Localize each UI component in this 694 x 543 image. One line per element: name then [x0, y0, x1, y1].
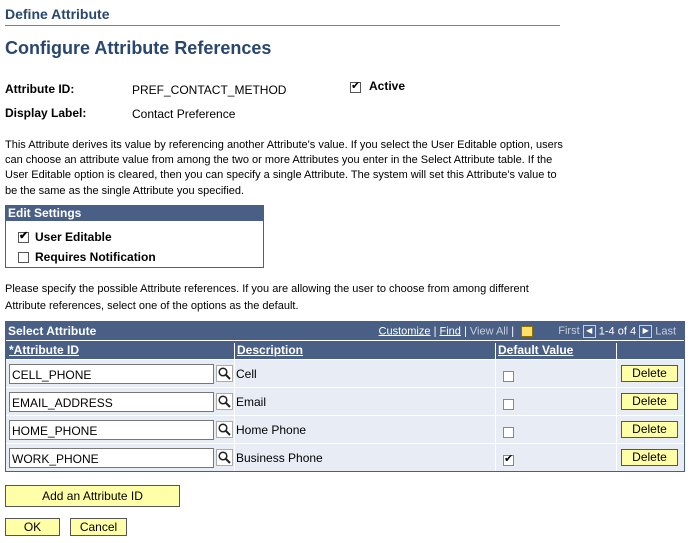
description-line: User Editable option is cleared, then you can specify a single Attribute. The system will set this Attribute's value to — [5, 169, 557, 181]
description-line: can choose an attribute value from among the two or more Attributes you enter in the Select Attribute table. If the — [5, 154, 553, 166]
grid-title: Select Attribute — [8, 324, 97, 338]
grid-icon[interactable] — [521, 326, 533, 337]
display-label-label: Display Label: — [5, 106, 87, 120]
default-value-checkbox-box[interactable] — [503, 427, 514, 438]
edit-settings-group — [5, 205, 264, 268]
user-editable-option[interactable] — [18, 230, 112, 244]
delete-button[interactable]: Delete — [621, 421, 678, 438]
default-value-checkbox[interactable] — [503, 368, 514, 386]
column-divider — [495, 388, 496, 415]
instructions-line: Attribute references, select one of the options as the default. — [5, 300, 299, 312]
title-divider — [5, 25, 560, 26]
check-icon: ✔ — [504, 453, 514, 466]
page-title: Define Attribute — [5, 6, 110, 22]
delete-button[interactable]: Delete — [621, 393, 678, 410]
col-header-attribute-id[interactable]: *Attribute ID — [9, 343, 79, 357]
search-icon[interactable] — [216, 449, 233, 466]
column-divider — [616, 388, 617, 415]
description-cell: Cell — [236, 367, 257, 381]
attribute-id-label: Attribute ID: — [5, 82, 75, 96]
search-icon[interactable] — [216, 365, 233, 382]
nav-separator: | — [433, 325, 437, 338]
attribute-id-input[interactable]: WORK_PHONE — [9, 448, 214, 468]
default-value-checkbox-box[interactable] — [503, 399, 514, 410]
find-link[interactable]: Find — [439, 325, 461, 338]
col-header-description[interactable]: Description — [237, 343, 304, 357]
default-value-checkbox-box[interactable] — [503, 455, 514, 466]
check-icon: ✔ — [19, 230, 29, 243]
requires-notification-checkbox[interactable] — [18, 252, 29, 263]
attribute-id-value: PREF_CONTACT_METHOD — [132, 83, 287, 97]
column-divider — [616, 416, 617, 443]
column-divider — [234, 416, 235, 443]
col-header-default-value[interactable]: Default Value — [498, 343, 574, 357]
description-cell: Business Phone — [236, 451, 323, 465]
search-icon[interactable] — [216, 421, 233, 438]
add-attribute-button[interactable]: Add an Attribute ID — [5, 485, 180, 507]
active-label: Active — [369, 79, 406, 93]
default-value-checkbox[interactable] — [503, 396, 514, 414]
user-editable-checkbox[interactable] — [18, 232, 29, 243]
grid-column-headers — [6, 340, 684, 359]
page-header: Configure Attribute References — [5, 38, 272, 58]
user-editable-label: User Editable — [35, 230, 112, 244]
last-link: Last — [655, 325, 676, 338]
table-row — [6, 415, 684, 443]
description-cell: Home Phone — [236, 423, 307, 437]
chevron-right-icon: ▶ — [639, 325, 652, 338]
column-divider — [495, 360, 496, 387]
grid-navigation — [379, 325, 676, 338]
check-icon: ✔ — [351, 80, 361, 93]
default-value-checkbox[interactable] — [503, 452, 514, 470]
requires-notification-option[interactable] — [18, 250, 156, 264]
active-checkbox[interactable] — [350, 79, 361, 97]
column-divider — [495, 416, 496, 443]
nav-separator: | — [511, 325, 515, 338]
ok-button[interactable]: OK — [5, 518, 60, 536]
table-row — [6, 359, 684, 387]
default-value-checkbox[interactable] — [503, 424, 514, 442]
attribute-id-input[interactable]: CELL_PHONE — [9, 364, 214, 384]
table-row — [6, 387, 684, 415]
instructions-line: Please specify the possible Attribute references. If you are allowing the user to choose from among different — [5, 283, 529, 295]
column-divider — [616, 444, 617, 471]
select-attribute-grid — [5, 321, 685, 472]
search-icon[interactable] — [216, 393, 233, 410]
customize-link[interactable]: Customize — [378, 325, 431, 338]
edit-settings-title: Edit Settings — [6, 206, 263, 221]
view-all-link: View All — [469, 325, 509, 338]
requires-notification-label: Requires Notification — [35, 250, 156, 264]
row-range: 1-4 of 4 — [598, 325, 637, 338]
column-divider — [234, 388, 235, 415]
display-label-value: Contact Preference — [132, 107, 236, 121]
attribute-id-input[interactable]: EMAIL_ADDRESS — [9, 392, 214, 412]
description-line: be the same as the single Attribute you specified. — [5, 185, 245, 197]
chevron-left-icon: ◀ — [583, 325, 596, 338]
column-divider — [495, 444, 496, 471]
attribute-id-input[interactable]: HOME_PHONE — [9, 420, 214, 440]
default-value-checkbox-box[interactable] — [503, 371, 514, 382]
description-line: This Attribute derives its value by referencing another Attribute's value. If you select the User Editable option, users — [5, 139, 563, 151]
nav-separator: | — [463, 325, 467, 338]
column-divider — [234, 444, 235, 471]
description-cell: Email — [236, 395, 267, 409]
cancel-button[interactable]: Cancel — [70, 518, 127, 536]
active-checkbox-box[interactable] — [350, 82, 361, 93]
grid-title-bar — [6, 322, 684, 340]
table-row — [6, 443, 684, 471]
delete-button[interactable]: Delete — [621, 449, 678, 466]
column-divider — [616, 360, 617, 387]
first-link: First — [558, 325, 580, 338]
column-divider — [234, 360, 235, 387]
delete-button[interactable]: Delete — [621, 365, 678, 382]
